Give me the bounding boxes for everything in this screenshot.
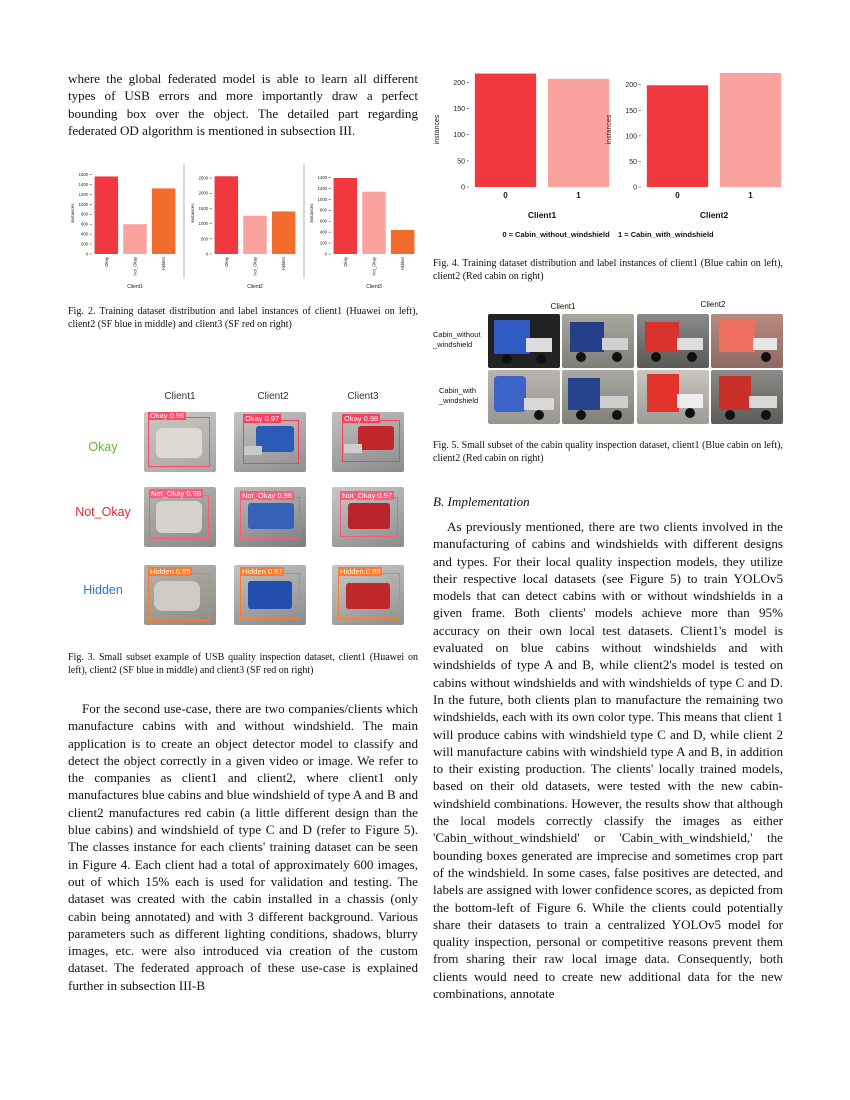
fig5-row-label-with: Cabin_with _windshield bbox=[439, 386, 479, 405]
fig3-det-c2-hidden: Hidden 0.97 bbox=[242, 567, 283, 576]
intro-paragraph: where the global federated model is able to learn all different types of USB errors and more importantly draw a perfect bounding box over the object. The detailed part regarding federated OD algorithm is mentioned in subsection III. bbox=[68, 71, 418, 138]
chart-0-bar-1 bbox=[123, 224, 147, 254]
fig3-photo-c3-hidden bbox=[332, 565, 404, 625]
chart-0-bar-2 bbox=[152, 188, 176, 254]
chart-2-xtick-1: Not_Okay bbox=[371, 257, 377, 276]
chart-0-ytick-0: 0 bbox=[85, 251, 88, 257]
fig5-header-client1: Client1 bbox=[550, 302, 576, 311]
chart-3-bar-0 bbox=[475, 74, 536, 187]
fig5-photo-c1b-without bbox=[562, 314, 634, 368]
chart-3 bbox=[434, 74, 609, 220]
fig5-photo-c1a-with bbox=[488, 370, 560, 424]
chart-0-ytick-4: 800 bbox=[81, 211, 88, 217]
fig5-header-client2: Client2 bbox=[700, 300, 726, 309]
chart-2-xlabel: Client3 bbox=[366, 284, 382, 290]
fig3-photo-c1-not-okay bbox=[144, 487, 216, 547]
chart-1-xtick-1: Not_Okay bbox=[252, 257, 258, 276]
fig3-det-c2-not-okay: Not_Okay 0.96 bbox=[242, 491, 293, 500]
fig3-row-label-okay: Okay bbox=[88, 440, 118, 454]
chart-1-bar-1 bbox=[243, 216, 267, 254]
chart-0-ytick-2: 400 bbox=[81, 231, 88, 237]
fig3-photo-c2-okay bbox=[234, 412, 306, 472]
chart-0-ytick-8: 1600 bbox=[78, 171, 88, 177]
chart-4 bbox=[606, 73, 781, 220]
chart-1-xtick-0: Okay bbox=[223, 257, 229, 267]
chart-2-bar-0 bbox=[334, 178, 358, 254]
chart-3-ylabel: instances bbox=[434, 114, 441, 145]
figure-5 bbox=[433, 300, 783, 425]
chart-3-xtick-0: 0 bbox=[503, 191, 508, 200]
chart-0-ytick-3: 600 bbox=[81, 221, 88, 227]
fig3-photo-c1-hidden bbox=[144, 565, 216, 625]
figure-4 bbox=[433, 68, 783, 248]
chart-0-ytick-1: 200 bbox=[81, 241, 88, 247]
fig3-det-c3-okay: Okay 0.98 bbox=[344, 414, 379, 423]
chart-3-ytick-1: 50 bbox=[457, 158, 465, 166]
chart-2-xtick-0: Okay bbox=[342, 257, 348, 267]
chart-0-ytick-6: 1200 bbox=[78, 191, 88, 197]
fig5-photo-c2a-without bbox=[637, 314, 709, 368]
chart-2-ytick-7: 1400 bbox=[317, 174, 327, 180]
figure-3-caption: Fig. 3. Small subset example of USB quality inspection dataset, client1 (Huawei on left), client2 (SF blue in middle) and client3 (SF red on right) bbox=[68, 652, 418, 676]
chart-1-bar-2 bbox=[272, 211, 296, 254]
figure-4-charts bbox=[433, 68, 783, 248]
chart-4-ytick-1: 50 bbox=[629, 158, 637, 166]
chart-0-xtick-2: Hidden bbox=[161, 257, 167, 271]
fig5-photo-c2b-without bbox=[711, 314, 783, 368]
figure-2 bbox=[68, 160, 418, 295]
fig3-det-c1-okay: Okay 0.96 bbox=[150, 412, 185, 420]
chart-4-xlabel: Client2 bbox=[699, 210, 729, 220]
chart-3-xtick-1: 1 bbox=[576, 191, 581, 200]
figure-5-caption: Fig. 5. Small subset of the cabin quality inspection dataset, client1 (Blue cabin on left), client2 (Red cabin on right) bbox=[433, 440, 783, 464]
chart-2-ytick-6: 1200 bbox=[317, 185, 327, 191]
chart-3-xlabel: Client1 bbox=[527, 210, 557, 220]
chart-1-xtick-2: Hidden bbox=[281, 257, 287, 271]
chart-0-ytick-7: 1400 bbox=[78, 181, 88, 187]
chart-1-ytick-4: 2000 bbox=[198, 190, 208, 196]
chart-4-xtick-0: 0 bbox=[675, 191, 680, 200]
chart-0-xtick-0: Okay bbox=[103, 257, 109, 267]
chart-4-ytick-4: 200 bbox=[625, 82, 637, 90]
chart-1-ytick-3: 1500 bbox=[198, 205, 208, 211]
figure-3 bbox=[68, 385, 418, 640]
chart-0-xtick-1: Not_Okay bbox=[132, 257, 138, 276]
fig3-header-client1: Client1 bbox=[164, 391, 196, 402]
chart-3-ytick-4: 200 bbox=[453, 79, 465, 87]
chart-4-ytick-3: 150 bbox=[625, 107, 637, 115]
chart-0-ytick-5: 1000 bbox=[78, 201, 88, 207]
chart-0-bar-0 bbox=[95, 176, 119, 254]
fig3-det-c1-hidden: Hidden 0.95 bbox=[150, 567, 191, 576]
chart-1-ytick-2: 1000 bbox=[198, 221, 208, 227]
fig3-photo-c2-not-okay bbox=[234, 487, 306, 547]
figure-2-caption: Fig. 2. Training dataset distribution and label instances of client1 (Huawei on left), client2 (SF blue in middle) and client3 (SF red on right) bbox=[68, 306, 418, 330]
fig5-photo-c2b-with bbox=[711, 370, 783, 424]
fig5-row-label-without: Cabin_without _windshield bbox=[433, 330, 481, 349]
chart-4-ytick-0: 0 bbox=[633, 184, 637, 192]
fig3-det-c3-hidden: Hidden 0.98 bbox=[340, 567, 381, 576]
fig3-header-client2: Client2 bbox=[257, 391, 289, 402]
fig3-row-label-hidden: Hidden bbox=[83, 583, 123, 597]
chart-1-ytick-0: 0 bbox=[205, 251, 208, 257]
chart-2-bar-1 bbox=[362, 192, 386, 254]
figure-4-caption: Fig. 4. Training dataset distribution and label instances of client1 (Blue cabin on left), client2 (Red cabin on right) bbox=[433, 258, 783, 282]
fig4-legend: 0 = Cabin_without_windshield 1 = Cabin_with_windshield bbox=[502, 230, 714, 239]
chart-2-ytick-2: 400 bbox=[320, 229, 327, 235]
chart-3-ytick-3: 150 bbox=[453, 106, 465, 114]
chart-4-ytick-2: 100 bbox=[625, 133, 637, 141]
chart-2-ylabel: instances bbox=[309, 203, 314, 223]
chart-2-xtick-2: Hidden bbox=[400, 257, 406, 271]
chart-1-bar-0 bbox=[215, 176, 239, 254]
fig5-photo-c2a-with bbox=[637, 370, 709, 424]
fig3-det-c1-not-okay: Not_Okay 0.98 bbox=[151, 489, 202, 498]
chart-0-ylabel: instances bbox=[70, 203, 75, 223]
fig5-photo-c1b-with bbox=[562, 370, 634, 424]
chart-0 bbox=[70, 172, 175, 290]
chart-1-xlabel: Client2 bbox=[247, 284, 263, 290]
chart-2-bar-2 bbox=[391, 230, 415, 254]
chart-4-bar-1 bbox=[720, 73, 781, 187]
chart-4-bar-0 bbox=[647, 85, 708, 187]
fig3-photo-c2-hidden bbox=[234, 565, 306, 625]
fig3-det-c3-not-okay: Not_Okay 0.97 bbox=[342, 491, 393, 500]
fig3-photo-c1-okay bbox=[144, 412, 216, 472]
chart-2-ytick-3: 600 bbox=[320, 218, 327, 224]
fig3-photo-c3-okay bbox=[332, 412, 404, 472]
chart-2-ytick-4: 800 bbox=[320, 207, 327, 213]
chart-2-ytick-1: 200 bbox=[320, 240, 327, 246]
section-heading-implementation: B. Implementation bbox=[433, 494, 530, 509]
fig3-header-client3: Client3 bbox=[347, 391, 379, 402]
chart-1 bbox=[190, 176, 295, 290]
implementation-paragraph: As previously mentioned, there are two clients involved in the manufacturing of cabins and windshields with different designs and types. For their local quality inspection models, they utilize their respective local datasets (see Figure 5) to train YOLOv5 models that can detect cabins with or without windshields in a given frame. Both clients' models achieve more than 95% accuracy on their own local test datasets. Client1's model is evaluated on blue cabins without windshields and with windshields of type A and B, while client2's model is tested on cabins without windshields and with windshields of type C and D. In the future, both clients plan to manufacture the remaining two windshields, each with its own color type. This means that client 1 will produce cabins with windshield type C and D, while client 2 will manufacture cabins with windshield type A and B, in addition to their existing production. The clients' locally trained models, based on their old datasets, were tested with the new cabin-windshield combinations. However, the results show that although the local models correctly classify the images as either 'Cabin_without_windshield' or 'Cabin_with_windshield,' the bounding boxes generated are imprecise and sometimes crop part of the windshield. In some cases, false positives are detected, and labels are assigned with lower confidence scores, as depicted from the bottom-left of Figure 6. While the clients could potentially share their datasets to train a centralized YOLOv5 model for quality inspection, personal or competitive reasons prevent them from sharing their raw local image data. Consequently, both clients would need to create new additional data for the new combinations, annotate bbox=[433, 519, 783, 1002]
chart-2-ytick-0: 0 bbox=[324, 251, 327, 257]
figure-2-charts bbox=[68, 160, 418, 295]
chart-2-ytick-5: 1000 bbox=[317, 196, 327, 202]
chart-2 bbox=[309, 175, 414, 290]
chart-1-ylabel: instances bbox=[190, 203, 195, 223]
chart-3-ytick-2: 100 bbox=[453, 132, 465, 140]
chart-0-xlabel: Client1 bbox=[127, 284, 143, 290]
fig3-det-c2-okay: Okay 0.97 bbox=[245, 414, 280, 423]
chart-3-bar-1 bbox=[548, 79, 609, 187]
chart-3-ytick-0: 0 bbox=[461, 184, 465, 192]
fig3-row-label-not-okay: Not_Okay bbox=[75, 505, 131, 519]
chart-4-ylabel: instances bbox=[606, 114, 613, 145]
usecase-paragraph: For the second use-case, there are two companies/clients which manufacture cabins with and without windshield. The main application is to create an object detector model to classify and detect the object correctly in a given video or image. We refer to the companies as client1 and client2, where client1 only manufactures blue cabins and blue windshield of type A and B and client2 manufactures red cabin (a little different design than the blue cabins) and windshield of type C and D (refer to Figure 5). The classes instance for each clients' training dataset can be seen in Figure 4. Each client had a total of approximately 600 images, out of which 15% each is used for validation and testing. The dataset was created with the cabin installed in a chassis (only cabin being annotated) and with 3 different background. Various parameters such as different lighting conditions, shadows, blurry images, etc. were also introduced via creation of the custom dataset. The federated approach of these use-case is explained further in subsection III-B bbox=[68, 701, 418, 993]
fig5-photo-c1a-without bbox=[488, 314, 560, 368]
fig3-photo-c3-not-okay bbox=[332, 487, 404, 547]
chart-4-xtick-1: 1 bbox=[748, 191, 753, 200]
chart-1-ytick-1: 500 bbox=[201, 236, 208, 242]
chart-1-ytick-5: 2500 bbox=[198, 175, 208, 181]
